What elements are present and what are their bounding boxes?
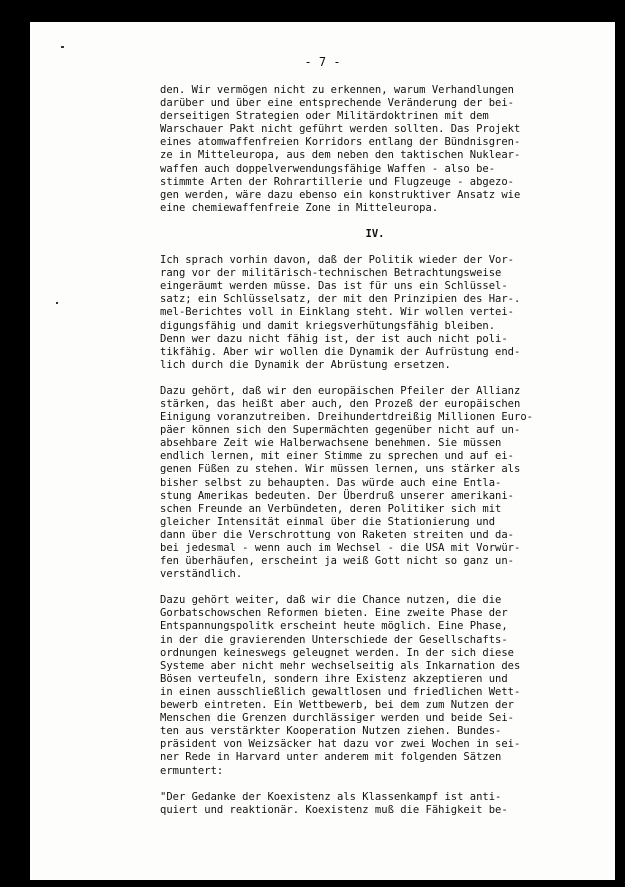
text-line: "Der Gedanke der Koexistenz als Klassenkampf ist anti- xyxy=(160,790,502,803)
text-line: dann über die Verschrottung von Raketen streiten und da- xyxy=(160,528,515,541)
text-line: in der die gravierenden Unterschiede der Gesellschafts- xyxy=(160,633,508,646)
text-line: Einigung voranzutreiben. Dreihundertdreißig Millionen Euro- xyxy=(160,411,533,424)
text-line: ner Rede in Harvard unter anderem mit folgenden Sätzen xyxy=(160,751,502,764)
paragraph xyxy=(160,594,590,777)
text-line: Bösen verteufeln, sondern ihre Existenz akzeptieren und xyxy=(160,672,508,685)
text-line: ermuntert: xyxy=(160,764,224,777)
text-line: in einen ausschließlich gewaltlosen und friedlichen Wett- xyxy=(160,685,521,698)
page-number: - 7 - xyxy=(304,55,341,69)
text-line: Gorbatschowschen Reformen bieten. Eine zweite Phase der xyxy=(160,607,508,620)
text-line: bisher selbst zu behaupten. Das würde auch eine Entla- xyxy=(160,476,502,489)
text-line: ze in Mitteleuropa, aus dem neben den taktischen Nuklear- xyxy=(160,149,521,162)
text-line: quiert und reaktionär. Koexistenz muß die Fähigkeit be- xyxy=(160,803,508,816)
text-line: Denn wer dazu nicht fähig ist, der ist auch nicht poli- xyxy=(160,332,508,345)
text-line: genen Füßen zu stehen. Wir müssen lernen, uns stärker als xyxy=(160,463,521,476)
text-line: bei jedesmal - wenn auch im Wechsel - die USA mit Vorwür- xyxy=(160,542,521,554)
text-line: eines atomwaffenfreien Korridors entlang der Bündnisgren- xyxy=(160,136,521,149)
text-line: derseitigen Strategien oder Militärdoktrinen mit dem xyxy=(160,110,489,123)
text-line: endlich lernen, mit einer Stimme zu sprechen und auf ei- xyxy=(160,450,515,463)
text-line: Warschauer Pakt nicht geführt werden sollten. Das Projekt xyxy=(160,123,521,136)
body-text xyxy=(160,84,590,817)
text-line: mel-Berichtes voll in Einklang steht. Wir wollen vertei- xyxy=(160,306,515,319)
text-line: schen Freunde an Verbündeten, deren Politiker sich mit xyxy=(160,502,502,515)
text-line: waffen auch doppelverwendungsfähige Waffen - also be- xyxy=(160,162,496,175)
text-line: päer können sich den Supermächten gegenüber nicht auf un- xyxy=(160,424,521,437)
paragraph xyxy=(160,385,590,581)
text-line: Systeme aber nicht mehr wechselseitig als Inkarnation des xyxy=(160,659,521,672)
text-line: rang vor der militärisch-technischen Betrachtungsweise xyxy=(160,267,502,280)
text-line: stärken, das heißt aber auch, den Prozeß der europäischen xyxy=(160,397,521,410)
document-page xyxy=(30,22,615,880)
text-line: digungsfähig und damit kriegsverhütungsfähig bleiben. xyxy=(160,319,496,332)
section-heading: IV. xyxy=(365,227,385,240)
text-line: Dazu gehört, daß wir den europäischen Pfeiler der Allianz xyxy=(160,384,521,397)
text-line: den. Wir vermögen nicht zu erkennen, warum Verhandlungen xyxy=(160,84,515,96)
text-line: eingeräumt werden müsse. Das ist für uns ein Schlüssel- xyxy=(160,280,508,293)
text-line: Menschen die Grenzen durchlässiger werden und beide Sei- xyxy=(160,712,515,725)
text-line: gleicher Intensität einmal über die Stationierung und xyxy=(160,515,496,528)
text-line: bewerb eintreten. Ein Wettbewerb, bei dem zum Nutzen der xyxy=(160,699,515,712)
margin-speck xyxy=(56,302,58,304)
paragraph xyxy=(160,254,590,372)
margin-speck xyxy=(61,46,64,48)
text-line: ordnungen keineswegs geleugnet werden. In der sich diese xyxy=(160,646,515,659)
text-line: gen werden, wäre dazu ebenso ein konstruktiver Ansatz wie xyxy=(160,188,521,201)
paragraph xyxy=(160,84,590,215)
text-line: Entspannungspolitk erscheint heute möglich. Eine Phase, xyxy=(160,620,508,633)
text-line: stimmte Arten der Rohrartillerie und Flugzeuge - abgezo- xyxy=(160,175,515,188)
text-line: verständlich. xyxy=(160,568,243,581)
text-line: tikfähig. Aber wir wollen die Dynamik der Aufrüstung end- xyxy=(160,345,521,358)
text-line: präsident von Weizsäcker hat dazu vor zwei Wochen in sei- xyxy=(160,738,521,751)
text-line: ten aus verstärkter Kooperation Nutzen ziehen. Bundes- xyxy=(160,725,502,738)
text-line: Dazu gehört weiter, daß wir die Chance nutzen, die die xyxy=(160,594,502,607)
text-line: Ich sprach vorhin davon, daß der Politik wieder der Vor- xyxy=(160,254,515,267)
paragraph xyxy=(160,791,590,817)
text-line: satz; ein Schlüsselsatz, der mit den Prinzipien des Har-. xyxy=(160,293,521,306)
text-line: eine chemiewaffenfreie Zone in Mitteleuropa. xyxy=(160,201,439,214)
text-line: absehbare Zeit wie Halberwachsene benehmen. Sie müssen xyxy=(160,437,502,450)
text-line: stung Amerikas bedeuten. Der Überdruß unserer amerikani- xyxy=(160,489,515,502)
text-line: darüber und über eine entsprechende Veränderung der bei- xyxy=(160,97,515,110)
text-line: fen überhäufen, erscheint ja weiß Gott nicht so ganz un- xyxy=(160,555,515,568)
text-line: lich durch die Dynamik der Abrüstung ersetzen. xyxy=(160,358,451,371)
